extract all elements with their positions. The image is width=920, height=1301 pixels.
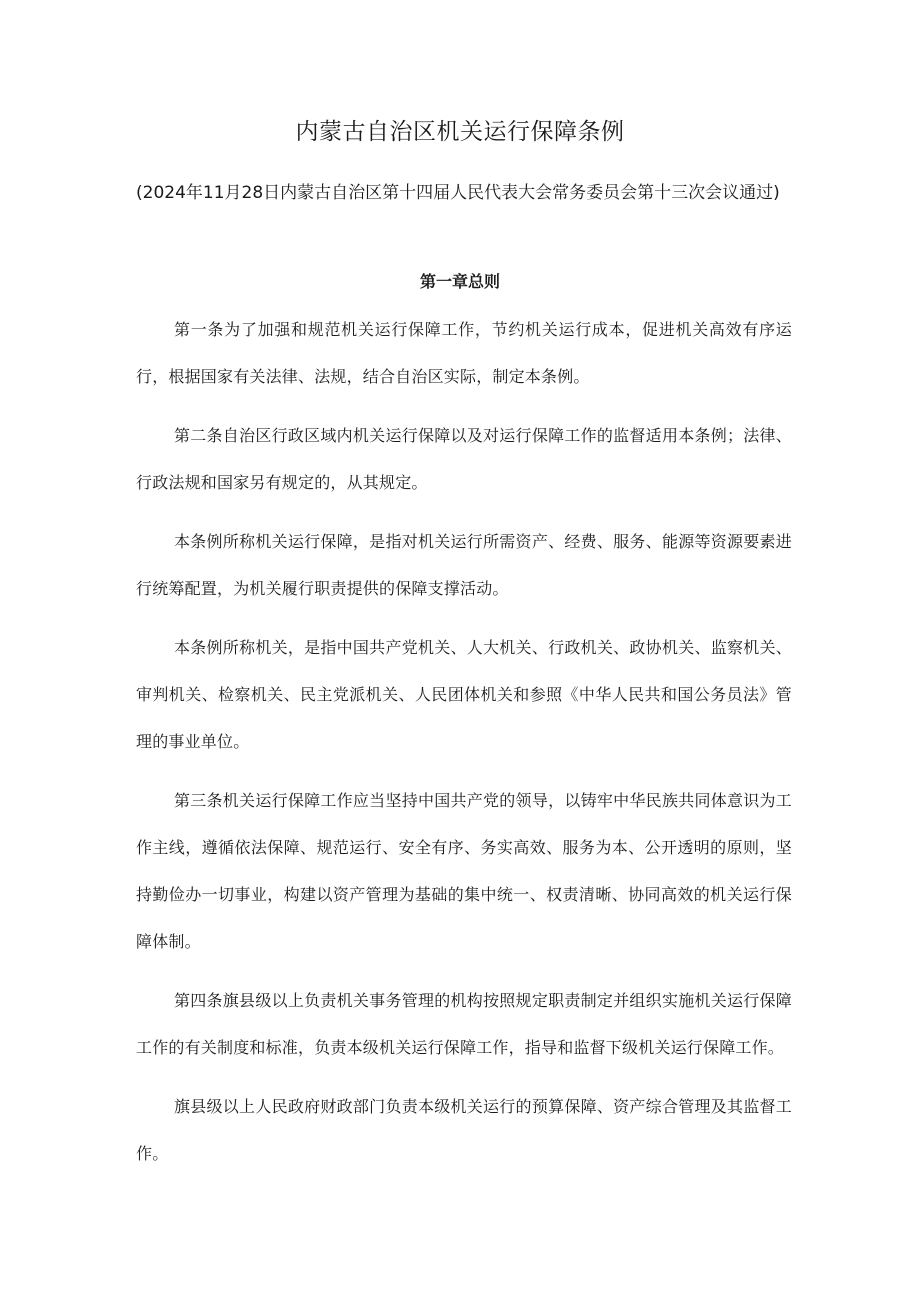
paragraph-article-3: 第三条机关运行保障工作应当坚持中国共产党的领导，以铸牢中华民族共同体意识为工作主线，遵循依法保障、规范运行、安全有序、务实高效、服务为本、公开透明的原则，坚持勤俭办一切事业，构建以资产管理为基础的集中统一、权责清晰、协同高效的机关运行保障体制。 xyxy=(136,791,792,951)
document-title: 内蒙古自治区机关运行保障条例 xyxy=(295,119,625,145)
paragraph-definition-operation-guarantee: 本条例所称机关运行保障，是指对机关运行所需资产、经费、服务、能源等资源要素进行统筹配置，为机关履行职责提供的保障支撑活动。 xyxy=(136,532,792,598)
document-subtitle: (2024年11月28日内蒙古自治区第十四届人民代表大会常务委员会第十三次会议通过) xyxy=(136,183,780,203)
paragraph-article-1: 第一条为了加强和规范机关运行保障工作，节约机关运行成本，促进机关高效有序运行，根据国家有关法律、法规，结合自治区实际，制定本条例。 xyxy=(136,320,792,386)
paragraph-article-2: 第二条自治区行政区域内机关运行保障以及对运行保障工作的监督适用本条例；法律、行政法规和国家另有规定的，从其规定。 xyxy=(136,426,792,492)
paragraph-finance-department: 旗县级以上人民政府财政部门负责本级机关运行的预算保障、资产综合管理及其监督工作。 xyxy=(136,1097,792,1163)
paragraph-definition-organs: 本条例所称机关，是指中国共产党机关、人大机关、行政机关、政协机关、监察机关、审判机关、检察机关、民主党派机关、人民团体机关和参照《中华人民共和国公务员法》管理的事业单位。 xyxy=(136,638,792,751)
document-body xyxy=(136,306,792,1189)
chapter-heading: 第一章总则 xyxy=(419,272,500,291)
paragraph-article-4: 第四条旗县级以上负责机关事务管理的机构按照规定职责制定并组织实施机关运行保障工作的有关制度和标准，负责本级机关运行保障工作，指导和监督下级机关运行保障工作。 xyxy=(136,991,792,1057)
